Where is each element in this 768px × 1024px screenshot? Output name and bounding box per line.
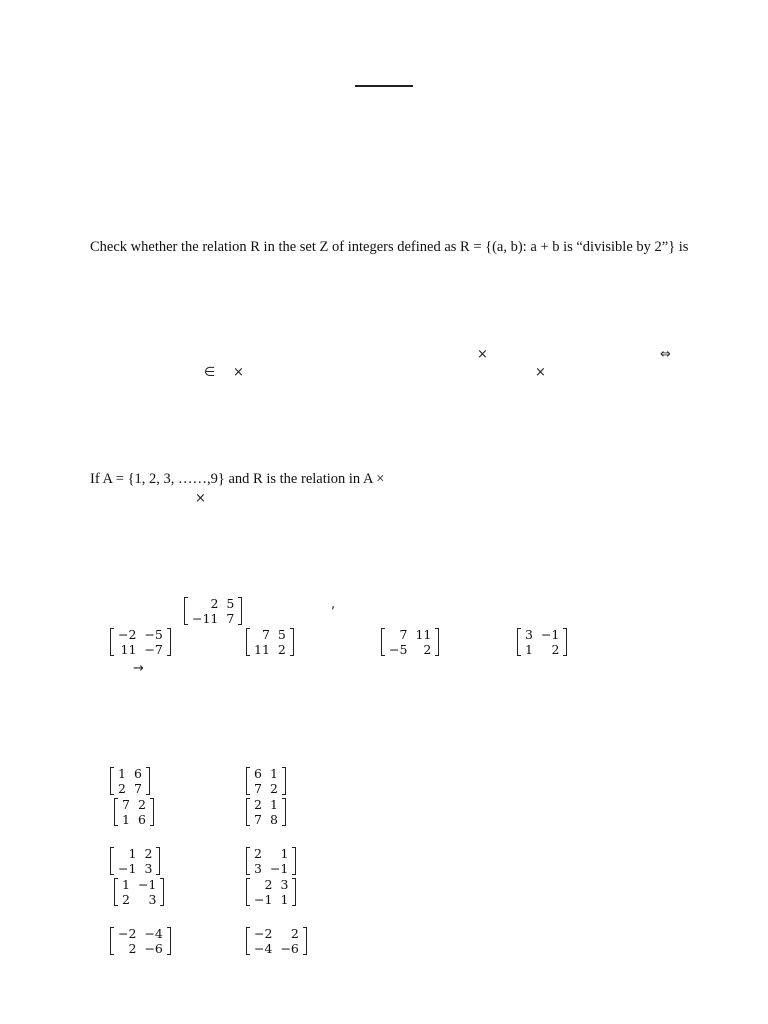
matrix-cell: 1 xyxy=(269,766,278,781)
iff-symbol: ⇔ xyxy=(660,347,671,362)
matrix-cell: −6 xyxy=(280,941,299,956)
matrix-cell: 1 xyxy=(280,846,289,861)
matrix-cell: 7 xyxy=(226,611,235,626)
matrix-row xyxy=(521,627,563,642)
matrix-row xyxy=(250,642,290,657)
matrix-row xyxy=(188,596,238,611)
matrix-cell: −4 xyxy=(254,941,273,956)
matrix-cell: 3 xyxy=(525,627,533,642)
matrix-cell: 2 xyxy=(122,892,130,907)
matrix-cell: 6 xyxy=(133,766,142,781)
matrix-row xyxy=(118,892,160,907)
matrix-cell: 7 xyxy=(122,797,130,812)
matrix-cell: 8 xyxy=(269,812,278,827)
matrix-cell: −11 xyxy=(192,611,219,626)
matrix-row xyxy=(250,766,282,781)
matrix-h1 xyxy=(246,846,296,876)
matrix-row xyxy=(250,861,292,876)
matrix-cell: 2 xyxy=(551,642,560,657)
matrix-row xyxy=(118,812,150,827)
question-relation-text: Check whether the relation R in the set Z of integers defined as R = {(a, b): a + b is “divisible by 2”} is xyxy=(90,239,689,255)
matrix-g2 xyxy=(114,877,164,907)
matrix-row xyxy=(114,926,167,941)
matrix-cell: 1 xyxy=(118,766,126,781)
matrix-cell: −4 xyxy=(144,926,163,941)
matrix-cell: −1 xyxy=(118,861,137,876)
times-symbol: × xyxy=(195,491,206,506)
matrix-f1 xyxy=(246,766,286,796)
matrix-row xyxy=(250,812,282,827)
matrix-cell: 1 xyxy=(122,877,130,892)
matrix-e1 xyxy=(110,766,150,796)
matrix-row xyxy=(114,861,156,876)
matrix-grid xyxy=(188,596,238,626)
matrix-cell: 1 xyxy=(128,846,137,861)
times-symbol: × xyxy=(535,365,546,380)
matrix-cell: 3 xyxy=(144,861,153,876)
matrix-cell: 11 xyxy=(254,642,270,657)
matrix-cell: −6 xyxy=(144,941,163,956)
matrix-cell: 2 xyxy=(423,642,432,657)
matrix-cell: 2 xyxy=(269,781,278,796)
matrix-cell: −5 xyxy=(144,627,163,642)
matrix-cell: −1 xyxy=(254,892,273,907)
matrix-cell: 6 xyxy=(137,812,146,827)
matrix-cell: −2 xyxy=(118,926,137,941)
matrix-cell: −1 xyxy=(269,861,289,876)
matrix-option-b xyxy=(246,627,294,657)
times-symbol: × xyxy=(233,365,244,380)
matrix-cell: −5 xyxy=(389,642,408,657)
matrix-cell: 7 xyxy=(399,627,408,642)
times-symbol: × xyxy=(477,347,488,362)
matrix-j xyxy=(246,926,307,956)
matrix-option-d xyxy=(517,627,567,657)
matrix-grid xyxy=(250,797,282,827)
matrix-grid xyxy=(114,627,167,657)
matrix-cell: 7 xyxy=(133,781,142,796)
matrix-cell: 2 xyxy=(277,642,286,657)
matrix-cell: −2 xyxy=(118,627,137,642)
matrix-row xyxy=(250,926,303,941)
matrix-grid xyxy=(385,627,435,657)
matrix-cell: −7 xyxy=(144,642,163,657)
matrix-row xyxy=(250,627,290,642)
matrix-grid xyxy=(521,627,563,657)
matrix-grid xyxy=(250,766,282,796)
matrix-cell: 5 xyxy=(277,627,286,642)
element-of-symbol: ∈ xyxy=(204,365,216,380)
matrix-row xyxy=(385,642,435,657)
matrix-grid xyxy=(114,926,167,956)
matrix-cell: −2 xyxy=(254,926,273,941)
matrix-cell: 2 xyxy=(290,926,299,941)
matrix-option-a xyxy=(110,627,171,657)
matrix-row xyxy=(114,642,167,657)
matrix-cell: 2 xyxy=(254,797,262,812)
matrix-row xyxy=(114,627,167,642)
matrix-cell: 2 xyxy=(144,846,153,861)
matrix-row xyxy=(118,797,150,812)
title-underline xyxy=(355,85,413,87)
matrix-row xyxy=(250,941,303,956)
matrix-row xyxy=(114,766,146,781)
matrix-top xyxy=(184,596,242,626)
matrix-cell: 3 xyxy=(254,861,262,876)
matrix-cell: 3 xyxy=(148,892,157,907)
matrix-row xyxy=(118,877,160,892)
matrix-grid xyxy=(250,926,303,956)
matrix-f2 xyxy=(246,797,286,827)
matrix-cell: 2 xyxy=(137,797,146,812)
matrix-grid xyxy=(250,846,292,876)
matrix-i xyxy=(110,926,171,956)
matrix-g1 xyxy=(110,846,160,876)
matrix-grid xyxy=(114,846,156,876)
matrix-cell: 1 xyxy=(525,642,533,657)
matrix-cell: 11 xyxy=(415,627,432,642)
matrix-cell: 7 xyxy=(254,812,262,827)
matrix-cell: 7 xyxy=(261,627,270,642)
matrix-row xyxy=(250,892,292,907)
matrix-cell: 2 xyxy=(118,781,126,796)
matrix-row xyxy=(250,781,282,796)
matrix-row xyxy=(250,846,292,861)
matrix-cell: 7 xyxy=(254,781,262,796)
matrix-cell: 5 xyxy=(226,596,235,611)
matrix-cell: −1 xyxy=(137,877,157,892)
matrix-option-c xyxy=(381,627,439,657)
matrix-cell: 2 xyxy=(128,941,137,956)
matrix-row xyxy=(250,797,282,812)
matrix-cell: 2 xyxy=(210,596,219,611)
matrix-e2 xyxy=(114,797,154,827)
matrix-grid xyxy=(250,877,292,907)
matrix-cell: 2 xyxy=(254,846,262,861)
matrix-grid xyxy=(114,766,146,796)
matrix-row xyxy=(250,877,292,892)
matrix-cell: 6 xyxy=(254,766,262,781)
matrix-cell: 3 xyxy=(280,877,289,892)
arrow-symbol: → xyxy=(133,661,144,676)
matrix-cell: 1 xyxy=(269,797,278,812)
matrix-row xyxy=(114,846,156,861)
question-relation-a-text: If A = {1, 2, 3, ……,9} and R is the relation in A × xyxy=(90,471,385,487)
matrix-row xyxy=(188,611,238,626)
matrix-cell: 11 xyxy=(120,642,137,657)
matrix-cell: 2 xyxy=(264,877,273,892)
matrix-grid xyxy=(118,877,160,907)
matrix-cell: 1 xyxy=(122,812,130,827)
matrix-row xyxy=(114,781,146,796)
matrix-cell: 1 xyxy=(280,892,289,907)
matrix-row xyxy=(385,627,435,642)
matrix-cell: −1 xyxy=(540,627,560,642)
matrix-row xyxy=(521,642,563,657)
matrix-h2 xyxy=(246,877,296,907)
comma-symbol: , xyxy=(331,597,336,612)
matrix-grid xyxy=(250,627,290,657)
matrix-grid xyxy=(118,797,150,827)
matrix-row xyxy=(114,941,167,956)
